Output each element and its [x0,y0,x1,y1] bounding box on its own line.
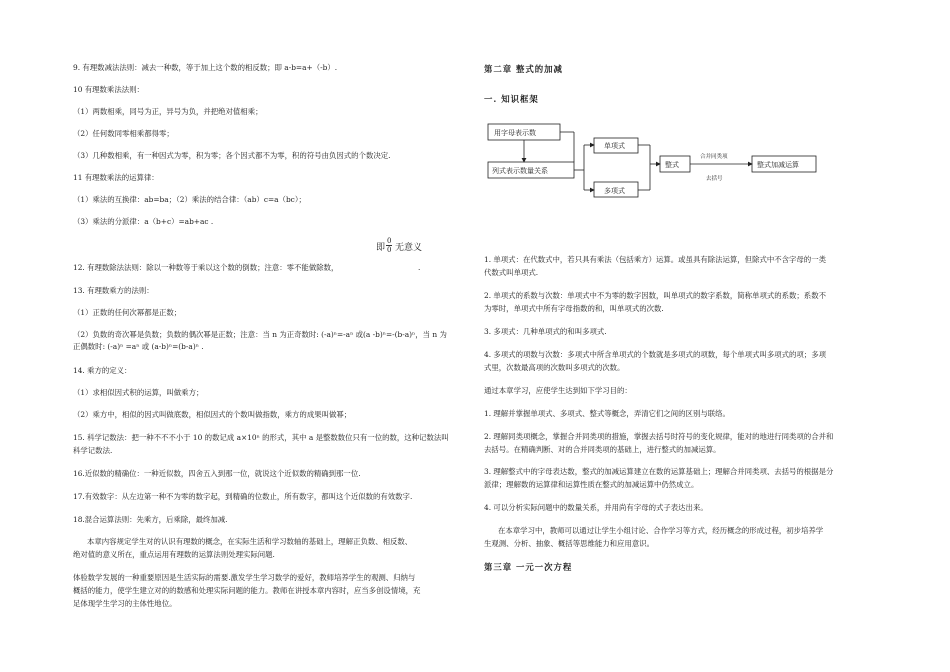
rule-10-item-2: （2）任何数同零相乘都得零； [73,129,174,138]
goal-2-cont: 去括号。在精确判断、对的合并同类项的基础上，进行整式的加减运算。 [484,445,721,454]
fraction-numerator: 0 [387,237,392,245]
rule-10-heading: 10 有理数乘法法则： [73,85,144,94]
rule-15-scientific: 15. 科学记数法：把一种不不不小于 10 的数记成 a×10ⁿ 的形式，其中 a 是整数数位只有一位的数，这种记数法叫 [73,433,449,442]
label-expression-relations: 列式表示数量关系 [492,167,548,175]
def-4-terms: 4. 多项式的项数与次数：多项式中所含单项式的个数就是多项式的项数，每个单项式叫多项式的项；多项 [484,350,826,359]
rule-11-heading: 11 有理数乘法的运算律： [73,173,159,182]
def-2-coefficient: 2. 单项式的系数与次数：单项式中不为零的数字因数，叫单项式的数字系数，简称单项式的系数；系数不 [484,291,826,300]
rule-14-item-1: （1）求相似因式积的运算，叫做乘方； [73,388,204,397]
summary-para-2: 体验数学发展的一种重要原因是生活实际的需要.激发学生学习数学的爱好，教师培养学生的观测、归纳与 [73,573,416,582]
goal-3: 3. 理解整式中的字母表达数，整式的加减运算建立在数的运算基础上；理解合并同类项、去括号的根据是分 [484,467,834,476]
label-polynomial: 多项式 [604,187,625,195]
zero-over-zero-fraction [386,237,392,254]
def-1-cont: 代数式叫单项式. [484,268,539,277]
rule-11-item-2: （3）乘法的分派律：a（b+c）=ab+ac . [73,217,214,226]
rule-14-item-2: （2）乘方中，相似的因式叫做底数，相似因式的个数叫做指数，乘方的成果叫做幂； [73,410,352,419]
rule-16-precision: 16.近似数的精确位：一种近似数，四舍五入到那一位，就说这个近似数的精确到那一位. [73,469,361,478]
rule-13-heading: 13. 有理数乘方的法则： [73,286,154,295]
knowledge-framework-heading: 一. 知识框架 [484,94,539,104]
rule-10-item-1: （1）两数相乘，同号为正，异号为负，并把绝对值相乘； [73,107,263,116]
rule-11-item-1: （1）乘法的互换律：ab=ba；（2）乘法的结合律：（ab）c=a（bc）； [73,195,306,204]
rule-13-item-2: （2）负数的奇次幂是负数；负数的偶次幂是正数；注意：当 n 为正奇数时: (-a)ⁿ=-aⁿ 或(a -b)ⁿ=-(b-a)ⁿ，当 n 为 [73,330,447,339]
summary-para-1: 本章内容规定学生对的认识有理数的概念，在实际生活和学习数轴的基础上，理解正负数、相反数、 [87,537,413,546]
rule-15-cont: 科学记数法. [73,446,113,455]
goal-4: 4. 可以分析实际问题中的数量关系，并用尚有字母的式子表达出来。 [484,503,708,512]
label-monomial: 单项式 [604,142,625,150]
goals-intro: 通过本章学习，应使学生达到如下学习目的： [484,386,632,395]
rule-12-division: 12. 有理数除法法则：除以一种数等于乘以这个数的倒数；注意：零不能做除数， [73,263,339,272]
def-4-cont: 式里，次数最高项的次数叫多项式的次数。 [484,363,625,372]
def-3-polynomial: 3. 多项式：几种单项式的和叫多项式. [484,327,607,336]
label-integral-expression: 整式 [665,161,679,169]
rule-13-item-2-cont: 正偶数时: (-a)ⁿ =aⁿ 或 (a-b)ⁿ=(b-a)ⁿ . [73,342,204,351]
rule-9-subtraction: 9. 有理数减法法则：减去一种数，等于加上这个数的相反数；即 a-b=a+（-b）. [73,63,338,72]
label-letters-represent-numbers: 用字母表示数 [494,129,536,137]
rule-10-item-3: （3）几种数相乘，有一种因式为零，积为零；各个因式都不为零，积的符号由负因式的个数决定. [73,151,391,160]
label-add-subtract-operations: 整式加减运算 [757,161,799,169]
rule-13-item-1: （1）正数的任何次幂都是正数； [73,308,182,317]
rule-14-heading: 14. 乘方的定义： [73,366,132,375]
fraction-prefix: 即 [376,243,386,253]
goal-1: 1. 理解并掌握单项式、多项式、整式等概念，弄清它们之间的区别与联络。 [484,409,730,418]
teaching-para: 在本章学习中，教师可以通过让学生小组讨论、合作学习等方式，经历概念的形成过程，初步培养学 [498,526,824,535]
chapter-2-title: 第二章 整式的加减 [484,64,563,74]
summary-para-2-cont1: 概括的能力，使学生建立对的的数感和处理实际问题的能力。教师在讲授本章内容时，应当多创设情境，充 [73,586,421,595]
def-1-monomial: 1. 单项式：在代数式中，若只具有乘法（包括乘方）运算。或虽具有除法运算，但除式中不含字母的一类 [484,255,826,264]
fraction-suffix: 无意义 [395,243,423,253]
rule-17-significant: 17.有效数字：从左边第一种不为零的数字起，到精确的位数止，所有数字，都叫这个近似数的有效数字. [73,492,413,501]
knowledge-framework-diagram [484,118,844,208]
chapter-3-title: 第三章 一元一次方程 [484,562,573,572]
goal-2: 2. 理解同类项概念，掌握合并同类项的措施，掌握去括号时符号的变化规律，能对的地进行同类项的合并和 [484,432,834,441]
teaching-para-cont: 生观测、分析、抽象、概括等思维能力和应用意识。 [484,539,654,548]
goal-3-cont: 派律；理解数的运算律和运算性质在整式的加减运算中仍然成立。 [484,480,699,489]
rule-12-end: . [418,263,421,272]
label-remove-parentheses: 去括号 [706,176,723,182]
summary-para-1-cont: 绝对值的意义所在，重点运用有理数的运算法则处理实际问题. [73,550,275,559]
def-2-cont: 为零时，单项式中所有字母指数的和，叫单项式的次数. [484,304,664,313]
label-combine-like-terms: 合并同类项 [700,154,728,160]
rule-18-mixed: 18.混合运算法则：先乘方，后乘除，最终加减. [73,515,228,524]
summary-para-2-cont2: 足体现学生学习的主体性地位。 [73,599,177,608]
fraction-denominator: 0 [387,246,392,254]
